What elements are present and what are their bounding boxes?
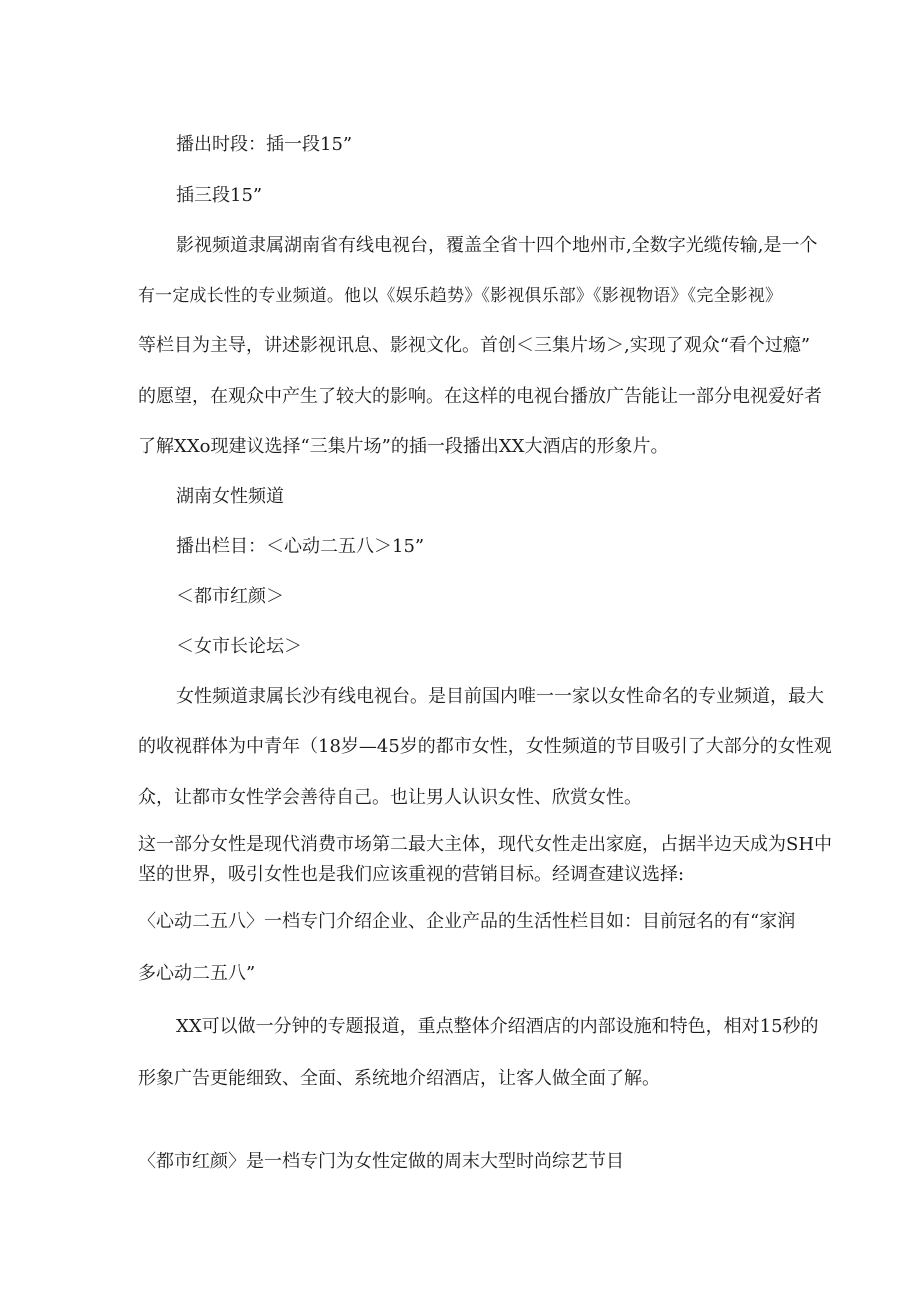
text-line-2: 插三段15” bbox=[176, 185, 263, 206]
text-line-21: 〈都市红颜〉是一档专门为女性定做的周末大型时尚综艺节目 bbox=[138, 1151, 624, 1172]
text-line-6: 的愿望，在观众中产生了较大的影响。在这样的电视台播放广告能让一部分电视爱好者 bbox=[138, 386, 822, 407]
text-line-10: ＜都市红颜＞ bbox=[176, 586, 284, 607]
text-line-9: 播出栏目：＜心动二五八＞15” bbox=[176, 536, 425, 557]
text-line-19: XX可以做一分钟的专题报道，重点整体介绍酒店的内部设施和特色，相对15秒的 bbox=[176, 1016, 819, 1037]
text-line-13: 的收视群体为中青年（18岁—45岁的都市女性，女性频道的节目吸引了大部分的女性观 bbox=[138, 736, 832, 757]
text-line-16: 坚的世界，吸引女性也是我们应该重视的营销目标。经调查建议选择: bbox=[138, 864, 685, 885]
text-line-5: 等栏目为主导，讲述影视讯息、影视文化。首创＜三集片场＞,实现了观众“看个过瘾” bbox=[138, 335, 811, 356]
text-line-4: 有一定成长性的专业频道。他以《娱乐趋势》《影视俱乐部》《影视物语》《完全影视》 bbox=[138, 286, 782, 306]
text-line-3: 影视频道隶属湖南省有线电视台，覆盖全省十四个地州市,全数字光缆传输,是一个 bbox=[176, 235, 818, 256]
text-line-1: 播出时段：插一段15” bbox=[176, 134, 353, 155]
text-line-8: 湖南女性频道 bbox=[176, 486, 284, 507]
text-line-12: 女性频道隶属长沙有线电视台。是目前国内唯一一家以女性命名的专业频道，最大 bbox=[176, 686, 824, 707]
text-line-18: 多心动二五八” bbox=[138, 963, 256, 984]
text-line-14: 众，让都市女性学会善待自己。也让男人认识女性、欣赏女性。 bbox=[138, 787, 642, 808]
text-line-20: 形象广告更能细致、全面、系统地介绍酒店，让客人做全面了解。 bbox=[138, 1068, 660, 1089]
text-line-11: ＜女市长论坛＞ bbox=[176, 636, 302, 657]
text-line-7: 了解XXo现建议选择“三集片场”的插一段播出XX大酒店的形象片。 bbox=[138, 436, 669, 457]
text-line-15: 这一部分女性是现代消费市场第二最大主体，现代女性走出家庭，占据半边天成为SH中 bbox=[138, 834, 833, 855]
text-line-17: 〈心动二五八〉一档专门介绍企业、企业产品的生活性栏目如：目前冠名的有“家润 bbox=[138, 911, 796, 932]
